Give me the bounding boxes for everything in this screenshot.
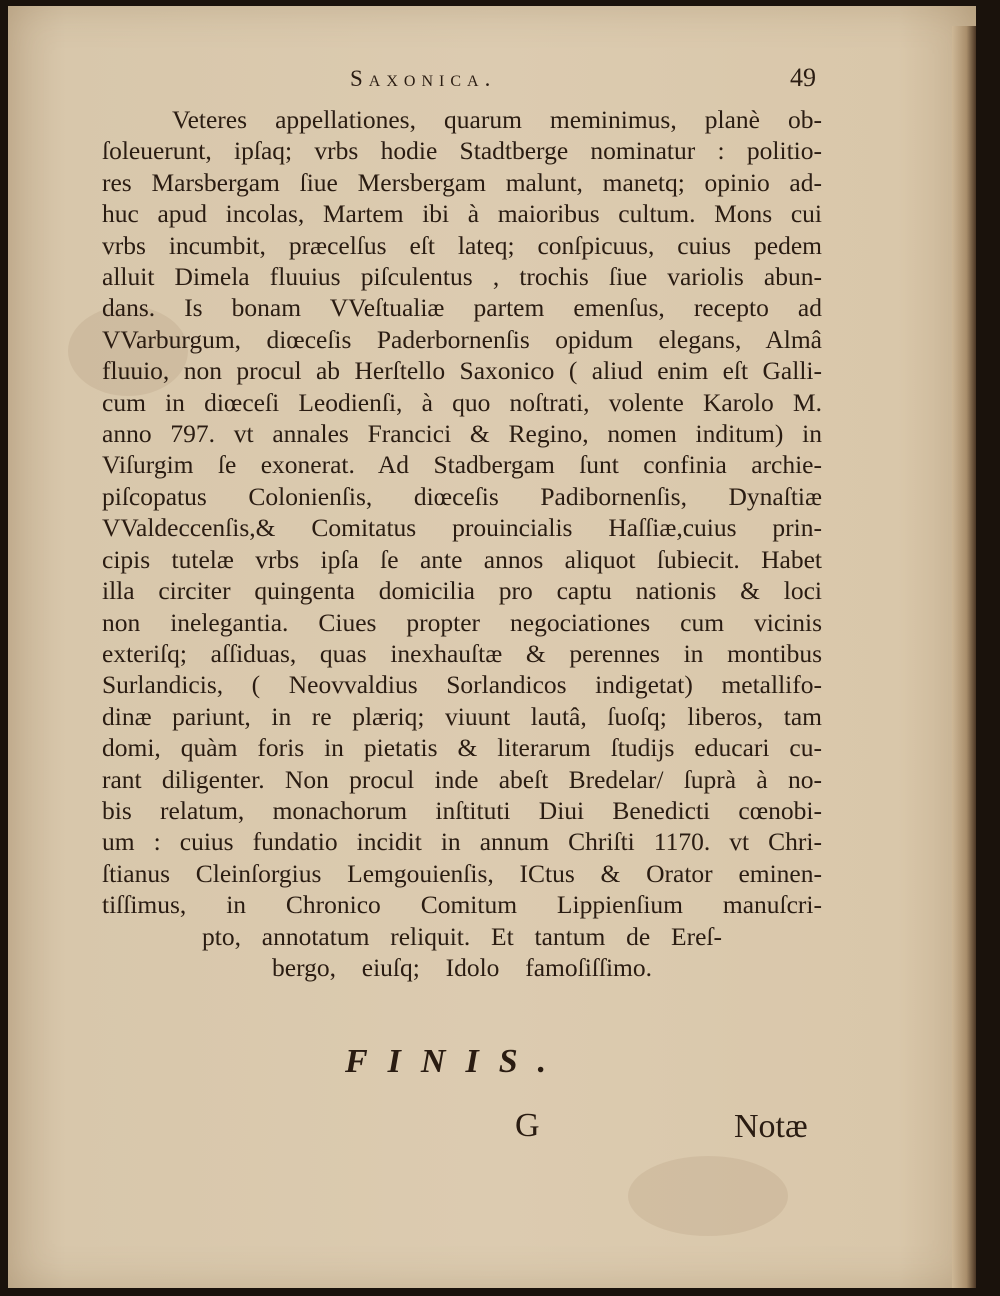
text-line: domi, quàm foris in pietatis & literarum ſtudijs educari cu- bbox=[102, 733, 822, 763]
text-line: res Marsbergam ſiue Mersbergam malunt, manetq; opinio ad- bbox=[102, 167, 822, 197]
text-line: rant diligenter. Non procul inde abeſt Bredelar/ ſuprà à no- bbox=[102, 764, 822, 794]
text-line: vrbs incumbit, præcelſus eſt lateq; conſpicuus, cuius pedem bbox=[102, 230, 822, 260]
text-line: dinæ pariunt, in re plæriq; viuunt lautâ, ſuoſq; liberos, tam bbox=[102, 701, 822, 731]
text-line: ſtianus Cleinſorgius Lemgouienſis, ICtus & Orator eminen- bbox=[102, 858, 822, 888]
text-line: fluuio, non procul ab Herſtello Saxonico ( aliud enim eſt Galli- bbox=[102, 356, 822, 386]
text-line: illa circiter quingenta domicilia pro captu nationis & loci bbox=[102, 576, 822, 606]
text-line: piſcopatus Colonienſis, diœceſis Padibornenſis, Dynaſtiæ bbox=[102, 481, 822, 511]
text-line: pto, annotatum reliquit. Et tantum de Ereſ- bbox=[202, 921, 722, 951]
running-head: Saxonica. bbox=[350, 66, 497, 91]
text-line: um : cuius fundatio incidit in annum Chriſti 1170. vt Chri- bbox=[102, 827, 822, 857]
text-line: non inelegantia. Ciues propter negociationes cum vicinis bbox=[102, 607, 822, 637]
text-line: VVarburgum, diœceſis Paderbornenſis opidum elegans, Almâ bbox=[102, 324, 822, 354]
text-line: tiſſimus, in Chronico Comitum Lippienſium manuſcri- bbox=[102, 890, 822, 920]
text-line: huc apud incolas, Martem ibi à maioribus cultum. Mons cui bbox=[102, 199, 822, 229]
text-line: Surlandicis, ( Neovvaldius Sorlandicos indigetat) metallifo- bbox=[102, 670, 822, 700]
text-line: exteriſq; aſſiduas, quas inexhauſtæ & perennes in montibus bbox=[102, 638, 822, 668]
text-line: Veteres appellationes, quarum meminimus, planè ob- bbox=[172, 105, 822, 134]
finis-heading: FINIS. bbox=[345, 1043, 567, 1080]
text-line: dans. Is bonam VVeſtualiæ partem emenſus, recepto ad bbox=[102, 293, 822, 323]
text-line: anno 797. vt annales Francici & Regino, nomen inditum) in bbox=[102, 419, 822, 449]
text-line: bis relatum, monachorum inſtituti Diui Benedicti cœnobi- bbox=[102, 795, 822, 825]
text-line: VValdeccenſis,& Comitatus prouincialis Haſſiæ,cuius prin- bbox=[102, 513, 822, 543]
paper-stain bbox=[628, 1156, 788, 1236]
text-line: ſoleuerunt, ipſaq; vrbs hodie Stadtberge nominatur : politio- bbox=[102, 136, 822, 166]
catchword: Notæ bbox=[734, 1108, 808, 1145]
text-line: Viſurgim ſe exonerat. Ad Stadbergam ſunt confinia archie- bbox=[102, 450, 822, 480]
text-line: cipis tutelæ vrbs ipſa ſe ante annos aliquot ſubiecit. Habet bbox=[102, 544, 822, 574]
text-line: bergo, eiuſq; Idolo famoſiſſimo. bbox=[272, 952, 652, 982]
page-number: 49 bbox=[790, 63, 816, 92]
signature-mark: G bbox=[515, 1107, 540, 1144]
body-text bbox=[102, 104, 822, 983]
page-edge bbox=[952, 26, 976, 1288]
text-line: cum in diœceſi Leodienſi, à quo noſtrati, volente Karolo M. bbox=[102, 387, 822, 417]
text-line: alluit Dimela fluuius piſculentus , trochis ſiue variolis abun- bbox=[102, 262, 822, 292]
